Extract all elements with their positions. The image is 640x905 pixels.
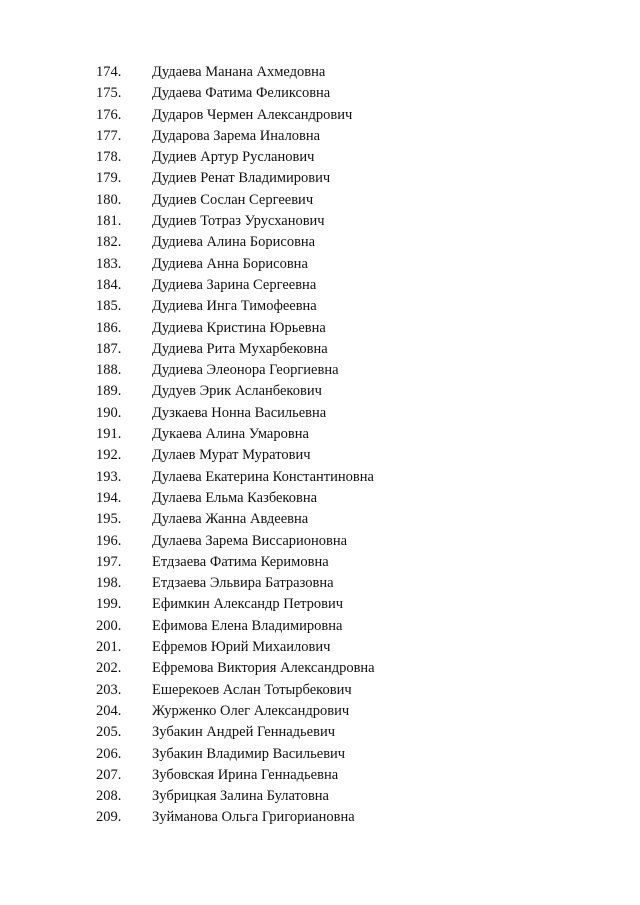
list-item-number: 208.	[96, 788, 122, 805]
list-item-number: 197.	[96, 553, 122, 570]
name-list	[0, 62, 640, 829]
list-item	[0, 296, 640, 317]
list-item	[0, 594, 640, 615]
list-item-name: Дулаева Екатерина Константиновна	[152, 468, 374, 485]
list-item-number: 205.	[96, 724, 122, 741]
list-item	[0, 360, 640, 381]
list-item	[0, 105, 640, 126]
list-item	[0, 807, 640, 828]
list-item	[0, 445, 640, 466]
list-item-number: 207.	[96, 766, 122, 783]
list-item-name: Журженко Олег Александрович	[152, 702, 350, 719]
list-item	[0, 765, 640, 786]
list-item-name: Дудуев Эрик Асланбекович	[152, 383, 322, 400]
list-item	[0, 339, 640, 360]
list-item-number: 182.	[96, 234, 122, 251]
list-item	[0, 147, 640, 168]
list-item-name: Дудиев Сослан Сергеевич	[152, 191, 314, 208]
list-item	[0, 786, 640, 807]
list-item	[0, 658, 640, 679]
list-item-number: 185.	[96, 298, 122, 315]
list-item-name: Дудаева Манана Ахмедовна	[152, 64, 326, 80]
list-item-name: Етдзаева Эльвира Батразовна	[152, 575, 334, 592]
list-item	[0, 616, 640, 637]
list-item	[0, 232, 640, 253]
list-item	[0, 62, 640, 83]
list-item-number: 206.	[96, 745, 122, 762]
list-item	[0, 83, 640, 104]
list-item-name: Дудиева Алина Борисовна	[152, 234, 316, 251]
list-item-name: Етдзаева Фатима Керимовна	[152, 553, 329, 570]
list-item-name: Дударова Зарема Иналовна	[152, 127, 321, 144]
list-item	[0, 509, 640, 530]
list-item-number: 204.	[96, 702, 122, 719]
list-item-number: 181.	[96, 213, 122, 230]
list-item-name: Ефимкин Александр Петрович	[152, 596, 344, 613]
list-item-number: 178.	[96, 149, 122, 166]
list-item-number: 192.	[96, 447, 122, 464]
list-item-number: 183.	[96, 255, 122, 272]
list-item	[0, 552, 640, 573]
list-item	[0, 211, 640, 232]
list-item-name: Зуйманова Ольга Григориановна	[152, 809, 355, 826]
list-item	[0, 573, 640, 594]
list-item-number: 209.	[96, 809, 122, 826]
list-item-number: 184.	[96, 276, 122, 293]
list-item-name: Дулаева Ельма Казбековна	[152, 489, 318, 506]
list-item-name: Ефремов Юрий Михаилович	[152, 639, 331, 656]
list-item	[0, 126, 640, 147]
list-item-name: Дудиев Артур Русланович	[152, 149, 315, 166]
list-item-number: 179.	[96, 170, 122, 187]
list-item-number: 177.	[96, 127, 122, 144]
list-item-number: 195.	[96, 511, 122, 528]
list-item-name: Дудиев Тотраз Урусханович	[152, 213, 325, 230]
list-item-name: Дударов Чермен Александрович	[152, 106, 353, 123]
list-item	[0, 168, 640, 189]
list-item-name: Дудиев Ренат Владимирович	[152, 170, 331, 187]
list-item-number: 198.	[96, 575, 122, 592]
list-item-name: Дудиева Инга Тимофеевна	[152, 298, 317, 315]
list-item-number: 200.	[96, 617, 122, 634]
list-item	[0, 403, 640, 424]
list-item-name: Зубрицкая Залина Булатовна	[152, 788, 329, 805]
list-item-number: 203.	[96, 681, 122, 698]
list-item-name: Дудиева Кристина Юрьевна	[152, 319, 326, 336]
list-item-name: Дулаева Зарема Виссарионовна	[152, 532, 348, 549]
list-item-number: 194.	[96, 489, 122, 506]
list-item-number: 191.	[96, 426, 122, 443]
list-item	[0, 531, 640, 552]
list-item-number: 193.	[96, 468, 122, 485]
list-item-name: Зубовская Ирина Геннадьевна	[152, 766, 339, 783]
list-item-name: Дулаев Мурат Муратович	[152, 447, 311, 464]
list-item-number: 175.	[96, 85, 122, 102]
list-item	[0, 488, 640, 509]
list-item	[0, 318, 640, 339]
list-item-name: Дузкаева Нонна Васильевна	[152, 404, 327, 421]
list-item	[0, 424, 640, 445]
list-item	[0, 381, 640, 402]
list-item-number: 189.	[96, 383, 122, 400]
list-item-name: Зубакин Владимир Васильевич	[152, 745, 346, 762]
list-item	[0, 722, 640, 743]
list-item	[0, 680, 640, 701]
list-item-name: Дудаева Фатима Феликсовна	[152, 85, 331, 102]
list-item-number: 199.	[96, 596, 122, 613]
list-item-number: 190.	[96, 404, 122, 421]
list-item-number: 187.	[96, 340, 122, 357]
list-item-name: Ешерекоев Аслан Тотырбекович	[152, 681, 352, 698]
list-item	[0, 190, 640, 211]
list-item	[0, 744, 640, 765]
list-item-name: Ефремова Виктория Александровна	[152, 660, 375, 677]
list-item	[0, 637, 640, 658]
list-item-name: Дулаева Жанна Авдеевна	[152, 511, 309, 528]
list-item-number: 176.	[96, 106, 122, 123]
list-item-number: 201.	[96, 639, 122, 656]
list-item-number: 186.	[96, 319, 122, 336]
list-item-name: Дудиева Элеонора Георгиевна	[152, 362, 339, 379]
list-item-number: 174.	[96, 64, 122, 80]
list-item-name: Зубакин Андрей Геннадьевич	[152, 724, 335, 741]
list-item-number: 202.	[96, 660, 122, 677]
list-item-name: Дудиева Анна Борисовна	[152, 255, 308, 272]
list-item-name: Ефимова Елена Владимировна	[152, 617, 343, 634]
list-item-number: 196.	[96, 532, 122, 549]
list-item	[0, 701, 640, 722]
list-item	[0, 254, 640, 275]
list-item-name: Дудиева Зарина Сергеевна	[152, 276, 317, 293]
list-item-number: 188.	[96, 362, 122, 379]
list-item-name: Дудиева Рита Мухарбековна	[152, 340, 328, 357]
list-item	[0, 467, 640, 488]
list-item-number: 180.	[96, 191, 122, 208]
list-item-name: Дукаева Алина Умаровна	[152, 426, 309, 443]
list-item	[0, 275, 640, 296]
